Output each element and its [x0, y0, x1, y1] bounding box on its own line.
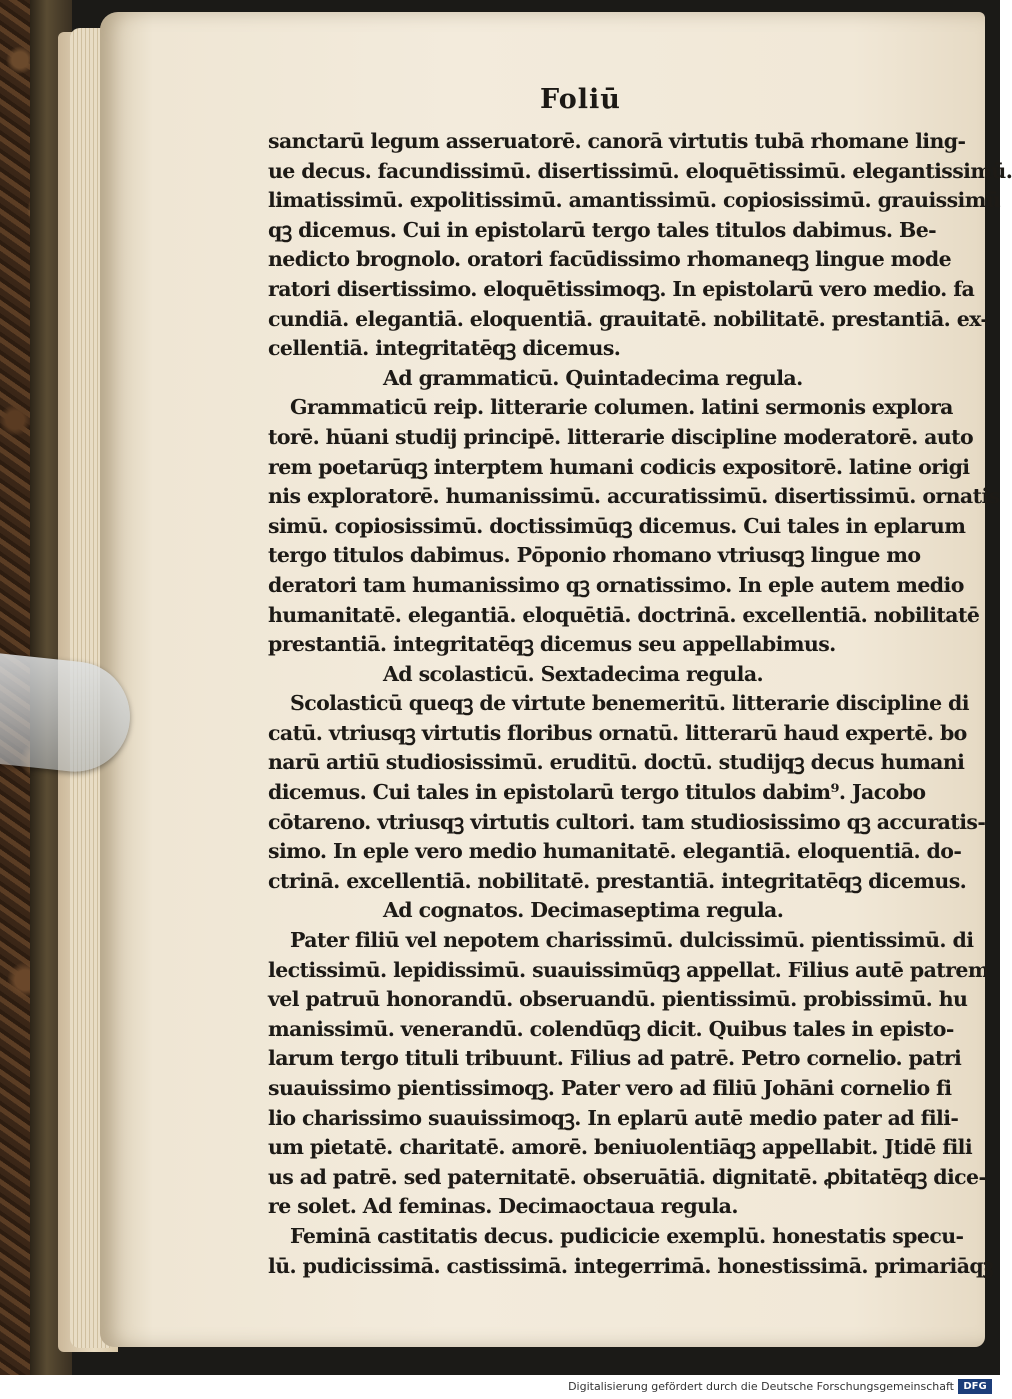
text-line: rem poetarūqꝫ interptem humani codicis expositorē. latine origi	[268, 454, 970, 479]
section-heading: Ad grammaticū. Quintadecima regula.	[383, 365, 803, 390]
section-heading: Ad cognatos. Decimaseptima regula.	[383, 898, 784, 923]
text-line: re solet. Ad feminas. Decimaoctaua regula.	[268, 1194, 738, 1219]
dfg-logo: DFG	[958, 1379, 992, 1394]
text-line: us ad patrē. sed paternitatē. obseruātiā. dignitatē. ꝓbitatēqꝫ dice-	[268, 1164, 987, 1189]
text-line: catū. vtriusqꝫ virtutis floribus ornatū. litterarū haud expertē. bo	[268, 720, 967, 745]
text-line: narū artiū studiosissimū. eruditū. doctū. studijqꝫ decus humani	[268, 750, 965, 775]
text-line: Grammaticū reip. litterarie columen. latini sermonis explora	[290, 395, 953, 420]
text-line: um pietatē. charitatē. amorē. beniuolentiāqꝫ appellabit. Jtidē fili	[268, 1135, 973, 1160]
text-line: lio charissimo suauissimoqꝫ. In eplarū autē medio pater ad fili-	[268, 1105, 959, 1130]
text-line: prestantiā. integritatēqꝫ dicemus seu appellabimus.	[268, 632, 836, 657]
text-line: Feminā castitatis decus. pudicicie exemplū. honestatis specu-	[290, 1223, 964, 1248]
footer-bar	[0, 1375, 1000, 1399]
text-line: manissimū. venerandū. colendūqꝫ dicit. Quibus tales in episto-	[268, 1016, 954, 1041]
page-body-text	[268, 127, 1012, 1281]
text-line: nedicto brognolo. oratori facūdissimo rhomaneqꝫ lingue mode	[268, 247, 952, 272]
text-line: qꝫ dicemus. Cui in epistolarū tergo tales titulos dabimus. Be-	[268, 217, 937, 242]
text-line: dicemus. Cui tales in epistolarū tergo titulos dabim⁹. Jacobo	[268, 780, 926, 805]
funding-note: Digitalisierung gefördert durch die Deutsche Forschungsgemeinschaft	[568, 1380, 954, 1393]
text-line: cellentiā. integritatēqꝫ dicemus.	[268, 336, 621, 361]
text-line: nis exploratorē. humanissimū. accuratissimū. disertissimū. ornatis	[268, 484, 1000, 509]
text-line: ratori disertissimo. eloquētissimoqꝫ. In epistolarū vero medio. fa	[268, 276, 975, 301]
text-line: Scolasticū queqꝫ de virtute benemeritū. litterarie discipline di	[290, 691, 969, 716]
text-line: limatissimū. expolitissimū. amantissimū. copiosissimū. grauissimū	[268, 188, 1001, 213]
text-line: humanitatē. elegantiā. eloquētiā. doctrinā. excellentiā. nobilitatē	[268, 602, 980, 627]
text-line: lū. pudicissimā. castissimā. integerrimā. honestissimā. primariāqꝫ	[268, 1253, 994, 1278]
text-line: tergo titulos dabimus. Pōponio rhomano vtriusqꝫ lingue mo	[268, 543, 921, 568]
text-line: suauissimo pientissimoqꝫ. Pater vero ad filiū Johāni cornelio fi	[268, 1076, 952, 1100]
section-heading: Ad scolasticū. Sextadecima regula.	[383, 661, 764, 686]
folio-header: Foliū	[540, 84, 621, 115]
text-line: cōtareno. vtriusqꝫ virtutis cultori. tam studiosissimo qꝫ accuratis-	[268, 809, 986, 834]
text-line: simo. In eple vero medio humanitatē. elegantiā. eloquentiā. do-	[268, 839, 962, 864]
text-line: ue decus. facundissimū. disertissimū. eloquētissimū. elegantissimū.	[268, 158, 1012, 183]
text-line: torē. hūani studij principē. litterarie discipline moderatorē. auto	[268, 424, 974, 449]
text-line: vel patruū honorandū. obseruandū. pientissimū. probissimū. hu	[268, 987, 968, 1012]
text-line: ctrinā. excellentiā. nobilitatē. prestantiā. integritatēqꝫ dicemus.	[268, 868, 967, 893]
text-line: simū. copiosissimū. doctissimūqꝫ dicemus. Cui tales in eplarum	[268, 513, 966, 538]
text-line: lectissimū. lepidissimū. suauissimūqꝫ appellat. Filius autē patrem	[268, 957, 989, 982]
text-line: Pater filiū vel nepotem charissimū. dulcissimū. pientissimū. di	[290, 928, 974, 953]
text-line: deratori tam humanissimo qꝫ ornatissimo. In eple autem medio	[268, 572, 964, 597]
text-line: sanctarū legum asseruatorē. canorā virtutis tubā rhomane ling-	[268, 129, 966, 153]
text-line: cundiā. elegantiā. eloquentiā. grauitatē. nobilitatē. prestantiā. ex-	[268, 306, 989, 331]
text-line: larum tergo tituli tribuunt. Filius ad patrē. Petro cornelio. patri	[268, 1046, 962, 1071]
